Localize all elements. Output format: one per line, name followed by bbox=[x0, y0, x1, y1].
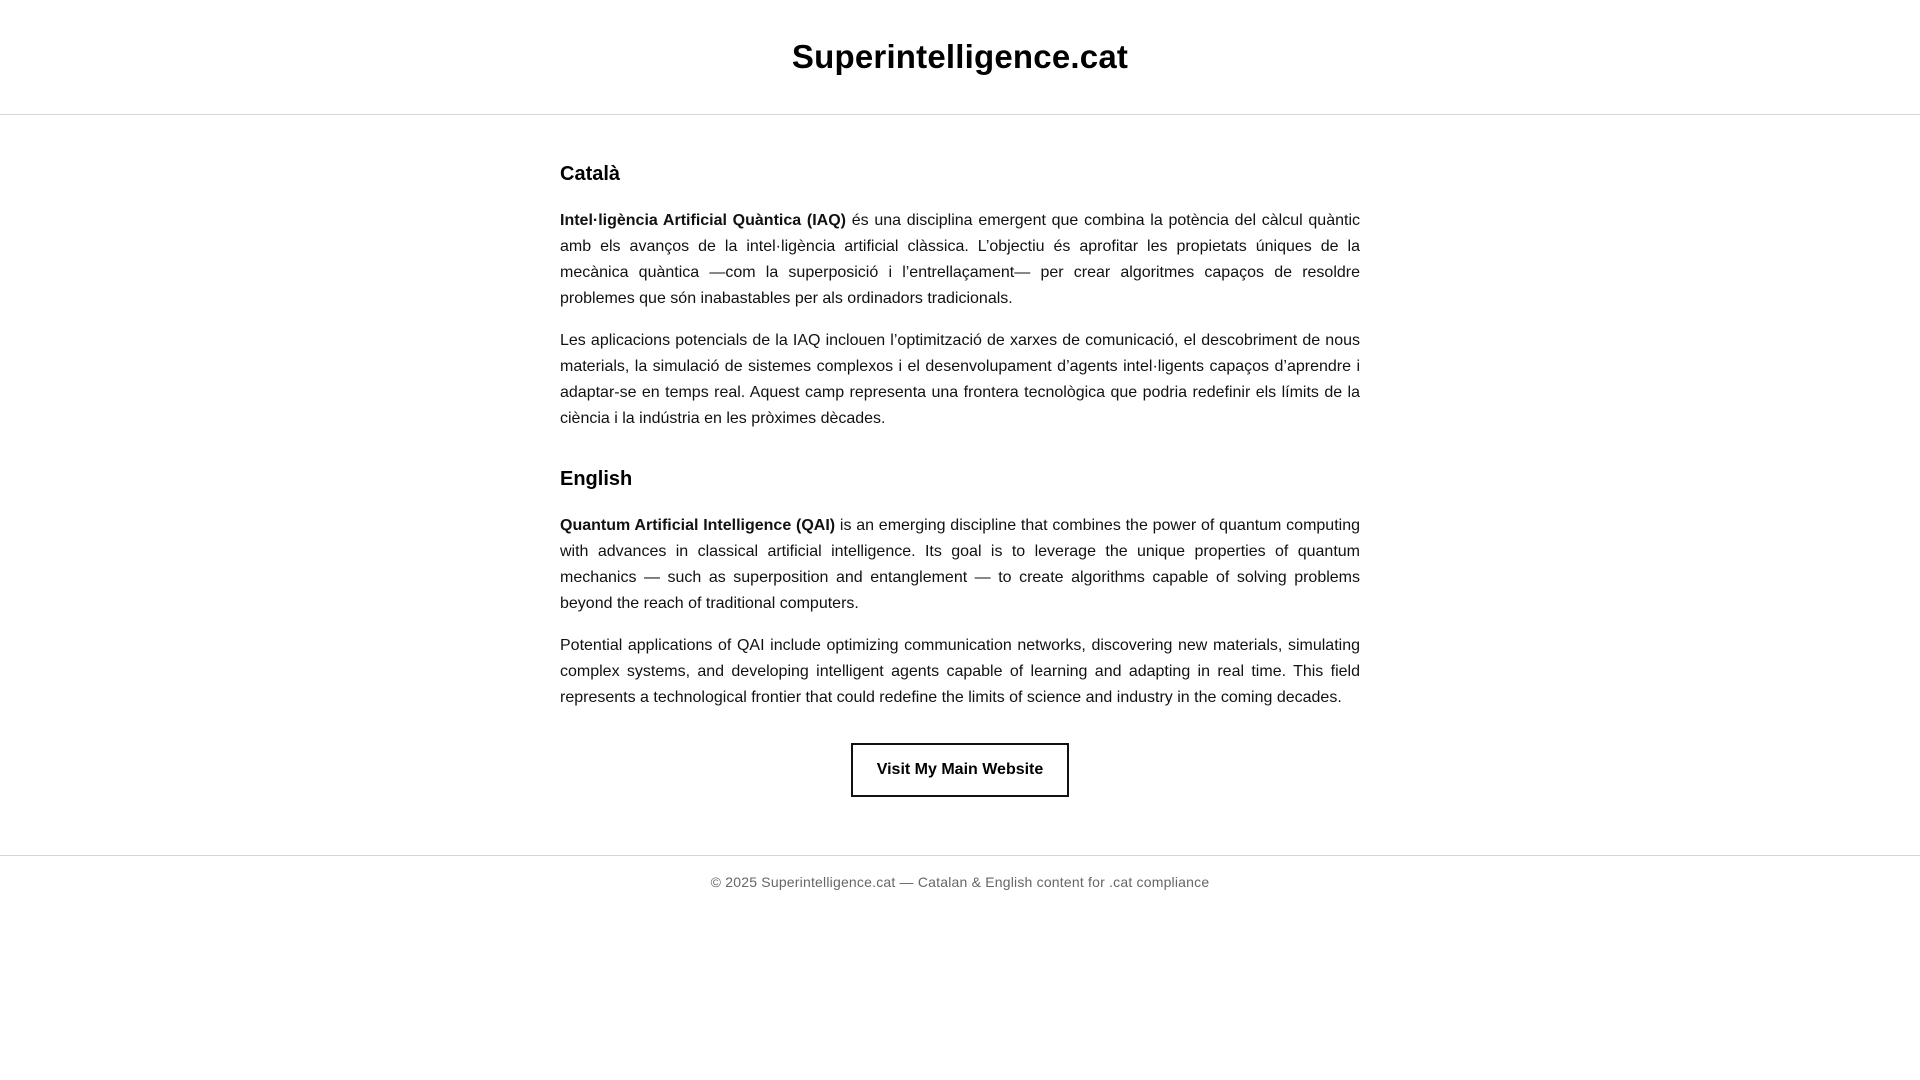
main-content bbox=[560, 115, 1360, 797]
paragraph-bold-term: Intel·ligència Artificial Quàntica (IAQ) bbox=[560, 212, 846, 229]
cta-container bbox=[560, 743, 1360, 797]
paragraph-bold-term: Quantum Artificial Intelligence (QAI) bbox=[560, 517, 836, 534]
footer-text: © 2025 Superintelligence.cat — Catalan & English content for .cat compliance bbox=[710, 874, 1210, 890]
paragraph-text: is an emerging discipline that combines the power of quantum computing with advances in classical artificial intelligence. Its goal is to leverage the unique properties of quantum mechanics — such as superposition and entanglement — to create algorithms capable of solving problems beyond the reach of traditional computers. bbox=[560, 517, 1360, 612]
paragraph bbox=[560, 633, 1360, 711]
paragraph bbox=[560, 513, 1360, 617]
section-heading: English bbox=[560, 468, 633, 490]
section-english bbox=[560, 468, 1360, 711]
paragraph bbox=[560, 328, 1360, 432]
paragraph-text: és una disciplina emergent que combina la potència del càlcul quàntic amb els avanços de la intel·ligència artificial clàssica. L’objectiu és aprofitar les propietats úniques de la mecànica quàntica —com la superposició i l’entrellaçament— per crear algoritmes capaços de resoldre problemes que són inabastables per als ordinadors tradicionals. bbox=[560, 212, 1360, 307]
site-header bbox=[0, 0, 1920, 115]
paragraph bbox=[560, 208, 1360, 312]
section-heading: Català bbox=[560, 163, 621, 185]
site-footer bbox=[0, 855, 1920, 890]
visit-main-website-button[interactable]: Visit My Main Website bbox=[851, 743, 1070, 797]
paragraph-text: Potential applications of QAI include optimizing communication networks, discovering new materials, simulating complex systems, and developing intelligent agents capable of learning and adapting in real time. This field represents a technological frontier that could redefine the limits of science and industry in the coming decades. bbox=[560, 637, 1360, 706]
section-catalan bbox=[560, 163, 1360, 432]
site-title: Superintelligence.cat bbox=[791, 38, 1129, 75]
paragraph-text: Les aplicacions potencials de la IAQ inclouen l’optimització de xarxes de comunicació, el descobriment de nous materials, la simulació de sistemes complexos i el desenvolupament d’agents intel·ligents capaços d’aprendre i adaptar-se en temps real. Aquest camp representa una frontera tecnològica que podria redefinir els límits de la ciència i la indústria en les pròximes dècades. bbox=[560, 332, 1360, 427]
